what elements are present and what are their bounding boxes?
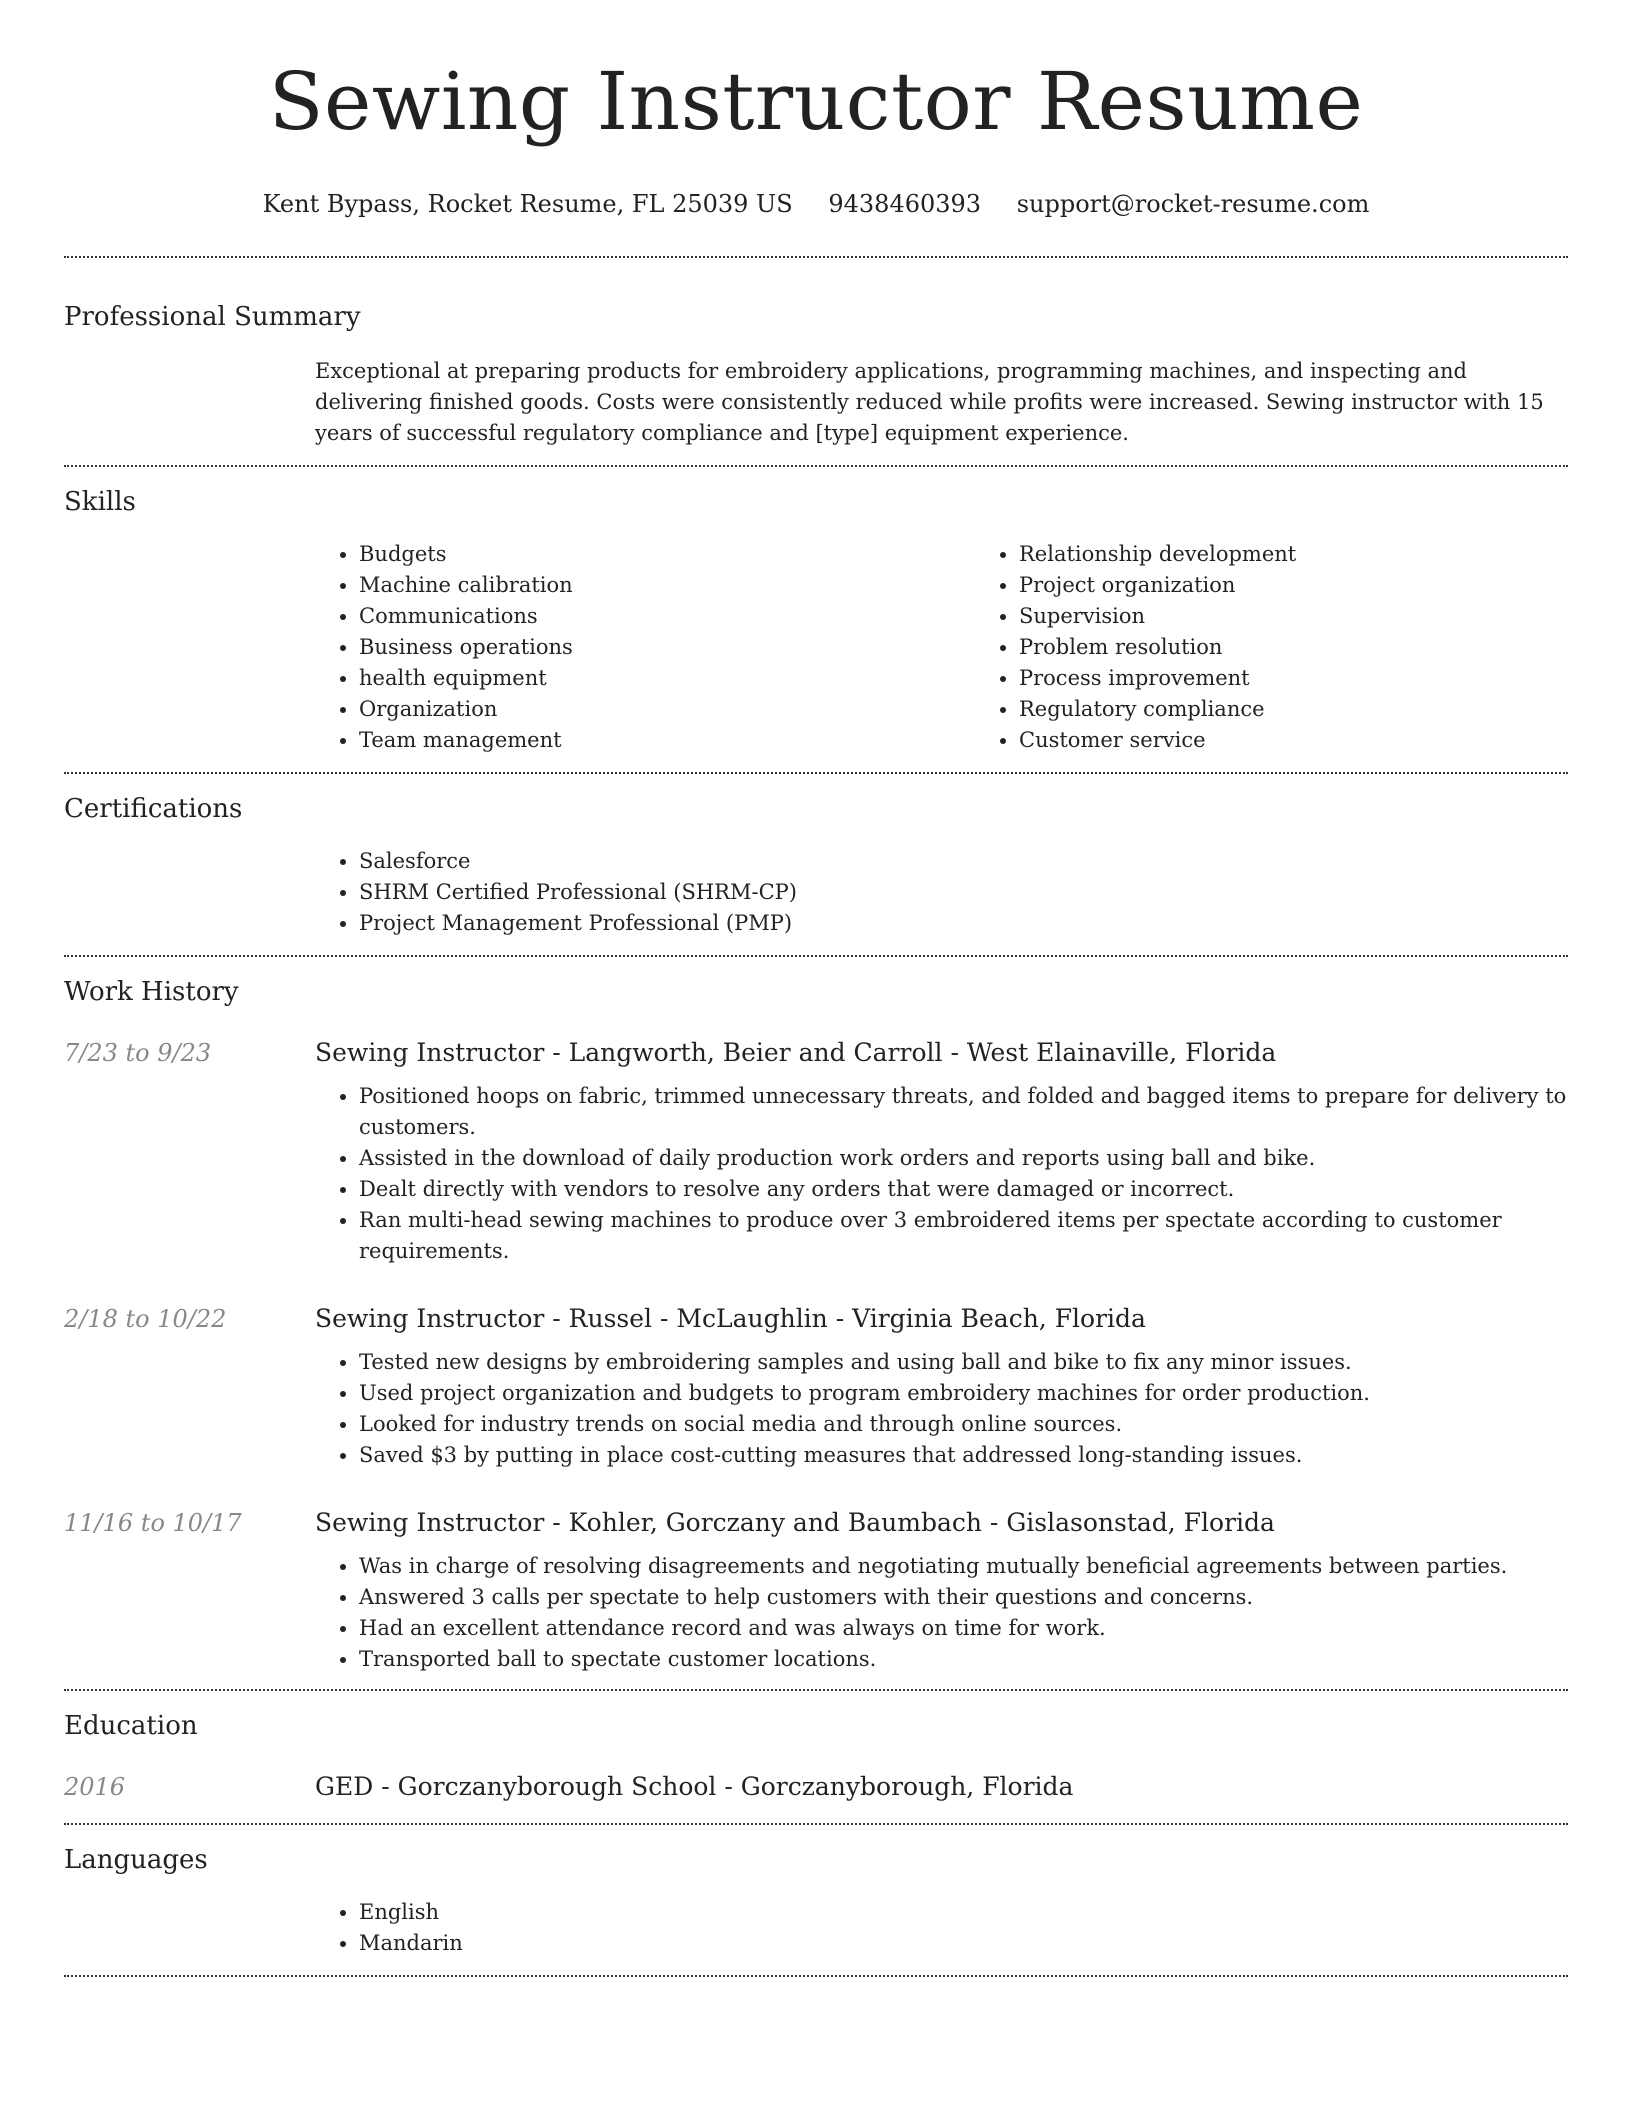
certification-item: • Project Management Professional (PMP) [359,908,1568,939]
contact-phone: 9438460393 [828,190,982,218]
language-item: • Mandarin [359,1928,1568,1959]
job-bullets [315,1071,1568,1267]
contact-address: Kent Bypass, Rocket Resume, FL 25039 US [262,190,793,218]
skill-item: • Budgets [359,539,975,570]
certifications-list [315,826,1568,955]
resume-title: Sewing Instructor Resume [268,55,1364,148]
skills-section [64,467,1568,772]
job-entry [64,1471,1568,1675]
skill-item: • Regulatory compliance [1019,694,1632,725]
job-bullets [315,1541,1568,1675]
skill-item: • Team management [359,725,975,756]
certification-item: • SHRM Certified Professional (SHRM-CP) [359,877,1568,908]
job-entry [64,1267,1568,1471]
job-bullet: • Used project organization and budgets to program embroidery machines for order production. [359,1378,1568,1409]
work-history-heading: Work History [64,977,239,1007]
job-bullet: • Saved $3 by putting in place cost-cutting measures that addressed long-standing issues. [359,1440,1568,1471]
work-history-section [64,957,1568,1689]
job-bullet: • Transported ball to spectate customer locations. [359,1644,1568,1675]
language-item: • English [359,1897,1568,1928]
job-bullet: • Positioned hoops on fabric, trimmed unnecessary threats, and folded and bagged items to prepare for delivery to customers. [359,1081,1568,1143]
contact-email: support@rocket-resume.com [1016,190,1370,218]
job-bullet: • Looked for industry trends on social media and through online sources. [359,1409,1568,1440]
skills-column-right [975,539,1632,756]
certifications-heading: Certifications [64,794,243,824]
job-bullet: • Answered 3 calls per spectate to help customers with their questions and concerns. [359,1582,1568,1613]
job-title: Sewing Instructor - Langworth, Beier and Carroll - West Elainaville, Florida [315,1038,1277,1067]
skill-item: • Machine calibration [359,570,975,601]
summary-section [64,258,1568,465]
languages-list [315,1877,1568,1975]
skill-item: • Organization [359,694,975,725]
education-section [64,1691,1568,1823]
job-bullet: • Dealt directly with vendors to resolve any orders that were damaged or incorrect. [359,1174,1568,1205]
certifications-section [64,774,1568,955]
skill-item: • Communications [359,601,975,632]
skill-item: • Problem resolution [1019,632,1632,663]
job-bullets [315,1337,1568,1471]
job-bullet: • Had an excellent attendance record and was always on time for work. [359,1613,1568,1644]
skills-column-left [315,539,975,756]
education-title: GED - Gorczanyborough School - Gorczanyborough, Florida [315,1772,1074,1801]
skill-item: • Process improvement [1019,663,1632,694]
job-bullet: • Assisted in the download of daily production work orders and reports using ball and bike. [359,1143,1568,1174]
job-bullet: • Ran multi-head sewing machines to produce over 3 embroidered items per spectate according to customer requirements. [359,1205,1568,1267]
job-bullet: • Was in charge of resolving disagreements and negotiating mutually beneficial agreements between parties. [359,1551,1568,1582]
certification-item: • Salesforce [359,846,1568,877]
contact-line [64,188,1568,220]
languages-section [64,1825,1568,1975]
skill-item: • Relationship development [1019,539,1632,570]
job-bullet: • Tested new designs by embroidering samples and using ball and bike to fix any minor issues. [359,1347,1568,1378]
job-title: Sewing Instructor - Kohler, Gorczany and Baumbach - Gislasonstad, Florida [315,1508,1275,1537]
job-title: Sewing Instructor - Russel - McLaughlin - Virginia Beach, Florida [315,1304,1146,1333]
education-year: 2016 [64,1773,126,1801]
skill-item: • Business operations [359,632,975,663]
skill-item: • health equipment [359,663,975,694]
languages-heading: Languages [64,1845,208,1875]
job-date: 7/23 to 9/23 [64,1039,212,1067]
education-heading: Education [64,1711,198,1741]
skills-heading: Skills [64,487,136,517]
job-entry [64,1035,1568,1267]
job-date: 2/18 to 10/22 [64,1305,227,1333]
summary-heading: Professional Summary [64,302,361,332]
skill-item: • Customer service [1019,725,1632,756]
skills-list [315,519,1568,772]
section-divider [64,1975,1568,1977]
summary-text: Exceptional at preparing products for embroidery applications, programming machines, and inspecting and delivering finished goods. Costs were consistently reduced while profits were increased. Sewing instructor with 15 years of successful regulatory compliance and [type] equipment experience. [315,359,1544,445]
skill-item: • Supervision [1019,601,1632,632]
education-entry [64,1743,1568,1823]
job-date: 11/16 to 10/17 [64,1509,242,1537]
skill-item: • Project organization [1019,570,1632,601]
